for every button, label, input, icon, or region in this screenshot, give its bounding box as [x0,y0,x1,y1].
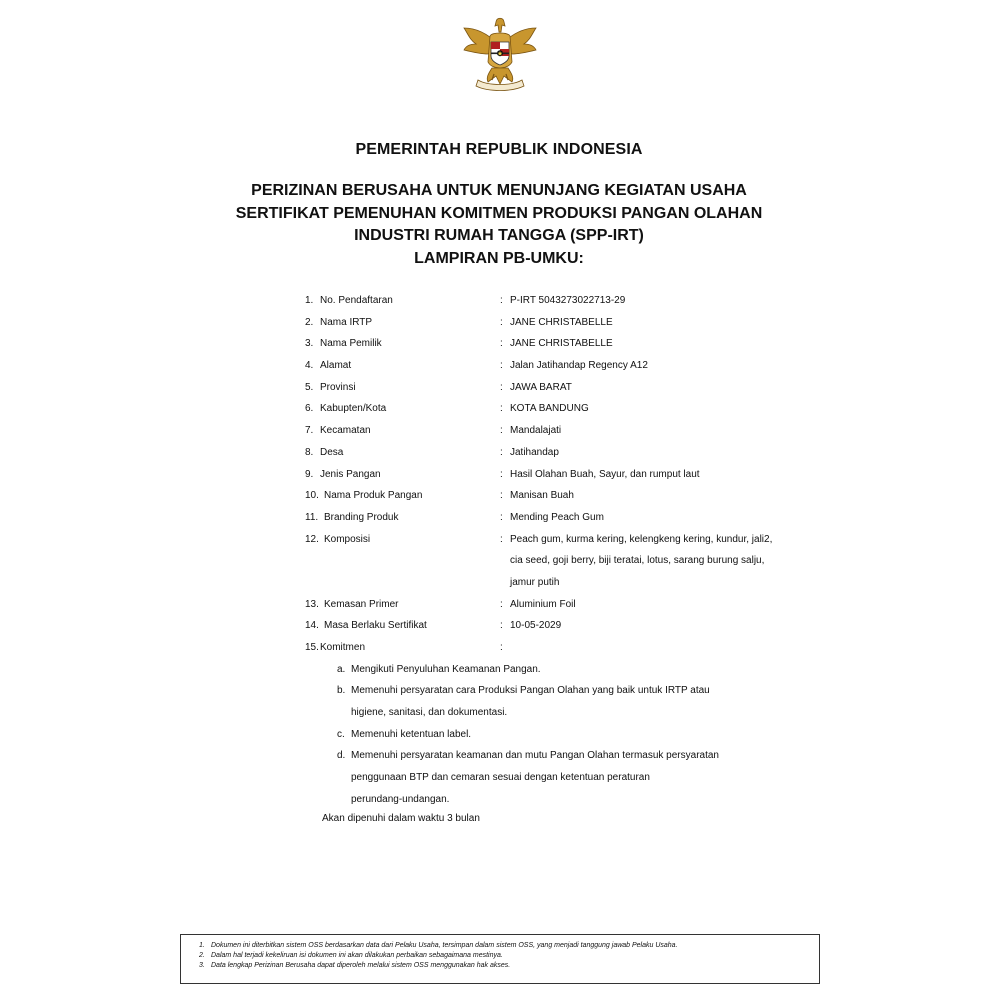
footnote-item [193,961,811,971]
commitment-item-b-continued [0,702,998,724]
field-label: Kabupten/Kota [320,403,387,415]
field-row-komposisi-continued [0,550,998,572]
field-value: Mandalajati [510,425,562,437]
field-value: JANE CHRISTABELLE [510,338,613,350]
field-number: 8. [305,446,314,458]
field-value: P-IRT 5043273022713-29 [510,295,626,306]
field-number: 15. [305,642,319,653]
commitment-item-a [0,659,998,681]
commitment-letter: d. [337,750,346,762]
commitment-text: Mengikuti Penyuluhan Keamanan Pangan. [351,663,541,675]
field-separator: : [500,642,503,653]
footnote-number: 1. [199,942,205,949]
field-label: No. Pendaftaran [320,295,393,306]
footnote-box [180,934,820,984]
field-number: 5. [305,381,314,393]
field-row-komposisi-continued [0,572,998,594]
field-separator: : [500,511,503,523]
field-value: Mending Peach Gum [510,511,604,523]
commitment-letter: b. [337,685,346,697]
field-label: Branding Produk [324,511,399,523]
commitment-item-d-continued [0,789,998,811]
commitment-item-d-continued [0,767,998,789]
field-row-jenis-pangan [0,464,998,486]
field-label: Kemasan Primer [324,598,399,610]
field-number: 13. [305,598,319,610]
field-separator: : [500,316,503,328]
field-separator: : [500,360,503,372]
field-value: Jalan Jatihandap Regency A12 [510,360,648,372]
field-separator: : [500,598,503,610]
commitment-text: perundang-undangan. [351,793,450,805]
field-row-kabupaten-kota [0,398,998,420]
commitment-item-b [0,680,998,702]
title-line: SERTIFIKAT PEMENUHAN KOMITMEN PRODUKSI PANGAN OLAHAN [235,204,763,222]
field-separator: : [500,620,503,632]
footnote-item [193,941,811,951]
field-value: 10-05-2029 [510,620,562,632]
title-line: INDUSTRI RUMAH TANGGA (SPP-IRT) [354,227,644,244]
field-value-line: Peach gum, kurma kering, kelengkeng kering, kundur, jali2, [510,533,773,545]
field-value: Jatihandap [510,446,559,458]
footnote-text: Data lengkap Perizinan Berusaha dapat diperoleh melalui sistem OSS menggunakan hak akses. [211,962,511,969]
field-separator: : [500,425,503,437]
commitment-item-c [0,724,998,746]
field-separator: : [500,295,503,306]
title-line: PERIZINAN BERUSAHA UNTUK MENUNJANG KEGIATAN USAHA [251,182,747,199]
field-number: 3. [305,338,314,350]
field-row-branding-produk [0,507,998,529]
title-line: LAMPIRAN PB-UMKU: [414,249,584,267]
field-value: KOTA BANDUNG [510,403,589,415]
field-separator: : [500,468,503,480]
commitment-text: penggunaan BTP dan cemaran sesuai dengan ketentuan peraturan [351,772,650,784]
field-row-kemasan-primer [0,594,998,616]
field-number: 6. [305,403,314,415]
field-row-masa-berlaku [0,615,998,637]
garuda-pancasila-emblem-icon [458,14,542,94]
field-separator: : [500,490,503,502]
footnote-number: 2. [199,952,205,959]
field-number: 9. [305,468,314,480]
field-label: Alamat [320,360,352,372]
field-label: Nama Produk Pangan [324,490,423,502]
field-label: Nama Pemilik [320,338,382,350]
field-row-kecamatan [0,420,998,442]
field-label: Komposisi [324,533,371,545]
government-heading: PEMERINTAH REPUBLIK INDONESIA [355,141,643,158]
field-number: 14. [305,620,319,632]
footnote-item [193,951,811,961]
commitment-letter: a. [337,663,346,675]
field-number: 1. [305,295,314,306]
field-number: 10. [305,490,319,502]
field-row-nama-pemilik [0,333,998,355]
field-row-provinsi [0,377,998,399]
field-row-nama-produk-pangan [0,485,998,507]
field-label: Komitmen [320,642,366,653]
field-row-komposisi [0,529,998,551]
field-separator: : [500,381,503,393]
commitment-item-d [0,745,998,767]
commitment-text: Memenuhi persyaratan cara Produksi Pangan Olahan yang baik untuk IRTP atau [351,685,710,697]
field-row-desa [0,442,998,464]
footnote-number: 3. [199,962,205,969]
field-row-komitmen [0,637,998,659]
footnote-text: Dalam hal terjadi kekeliruan isi dokumen ini akan dilakukan perbaikan sebagaimana mestinya. [211,952,503,959]
field-label: Masa Berlaku Sertifikat [324,620,427,632]
field-separator: : [500,403,503,415]
field-number: 12. [305,533,319,545]
field-value-line: jamur putih [510,576,560,588]
field-value: Aluminium Foil [510,598,576,610]
field-row-nama-irtp [0,312,998,334]
closing-statement: Akan dipenuhi dalam waktu 3 bulan [322,813,480,824]
footnote-text: Dokumen ini diterbitkan sistem OSS berdasarkan data dari Pelaku Usaha, tersimpan dalam sistem OSS, yang menjadi tanggung jawab Pelaku Usaha. [211,942,678,949]
field-row-alamat [0,355,998,377]
field-value-line: cia seed, goji berry, biji teratai, lotus, sarang burung salju, [510,555,765,567]
field-label: Jenis Pangan [320,468,381,480]
commitment-text: Memenuhi ketentuan label. [351,728,472,740]
field-number: 4. [305,360,314,372]
commitment-text: higiene, sanitasi, dan dokumentasi. [351,707,508,719]
field-separator: : [500,446,503,458]
field-separator: : [500,338,503,350]
field-value: Hasil Olahan Buah, Sayur, dan rumput laut [510,468,700,480]
field-number: 11. [305,511,319,523]
commitment-text: Memenuhi persyaratan keamanan dan mutu Pangan Olahan termasuk persyaratan [351,750,719,762]
field-label: Kecamatan [320,425,371,437]
field-value: JANE CHRISTABELLE [510,316,613,328]
field-label: Provinsi [320,381,356,393]
field-label: Nama IRTP [320,316,373,328]
field-separator: : [500,533,503,545]
field-value: JAWA BARAT [510,381,572,393]
commitment-letter: c. [337,728,345,740]
certificate-fields [0,290,998,811]
certificate-title [0,180,998,270]
field-number: 7. [305,425,314,437]
field-value: Manisan Buah [510,490,574,502]
field-label: Desa [320,446,344,458]
field-row-no-pendaftaran [0,290,998,312]
field-number: 2. [305,316,314,328]
